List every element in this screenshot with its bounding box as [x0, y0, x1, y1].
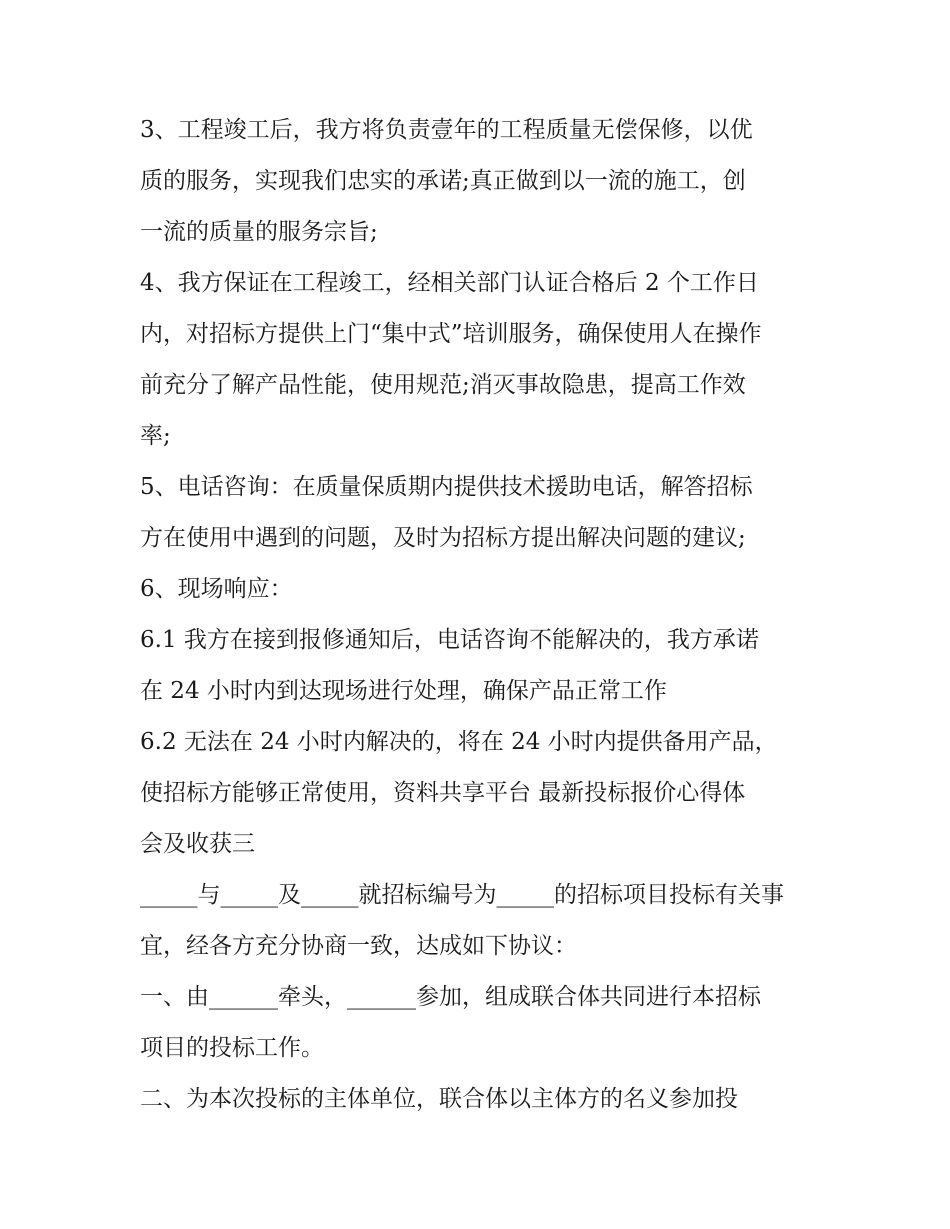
text-line: 6.1 我方在接到报修通知后，电话咨询不能解决的，我方承诺 — [140, 627, 759, 653]
text-line: 项目的投标工作。 — [140, 1035, 324, 1061]
text-line: 一、由______牵头，______参加，组成联合体共同进行本招标 — [140, 984, 761, 1010]
text-line: 使招标方能够正常使用，资料共享平台 最新投标报价心得体 — [140, 780, 746, 806]
text-line: 3、工程竣工后，我方将负责壹年的工程质量无偿保修，以优 — [140, 117, 753, 143]
text-line: 4、我方保证在工程竣工，经相关部门认证合格后 2 个工作日 — [140, 270, 759, 296]
text-line: 5、电话咨询：在质量保质期内提供技术援助电话，解答招标 — [140, 474, 753, 500]
text-line: 6.2 无法在 24 小时内解决的，将在 24 小时内提供备用产品， — [140, 729, 778, 755]
text-line: 内，对招标方提供上门“集中式”培训服务，确保使用人在操作 — [140, 321, 762, 347]
text-line: 率; — [140, 423, 171, 449]
text-line: 二、为本次投标的主体单位，联合体以主体方的名义参加投 — [140, 1086, 738, 1112]
text-line: 宜，经各方充分协商一致，达成如下协议： — [140, 933, 577, 959]
text-line: 一流的质量的服务宗旨; — [140, 219, 378, 245]
text-line: 方在使用中遇到的问题，及时为招标方提出解决问题的建议; — [140, 525, 746, 551]
text-line: 在 24 小时内到达现场进行处理，确保产品正常工作 — [140, 678, 667, 704]
text-line: 质的服务，实现我们忠实的承诺;真正做到以一流的施工，创 — [140, 168, 746, 194]
text-line: 前充分了解产品性能，使用规范;消灭事故隐患，提高工作效 — [140, 372, 746, 398]
text-line: _____与_____及_____就招标编号为_____的招标项目投标有关事 — [140, 882, 784, 908]
text-line: 会及收获三 — [140, 831, 255, 857]
text-line: 6、现场响应： — [140, 576, 293, 602]
